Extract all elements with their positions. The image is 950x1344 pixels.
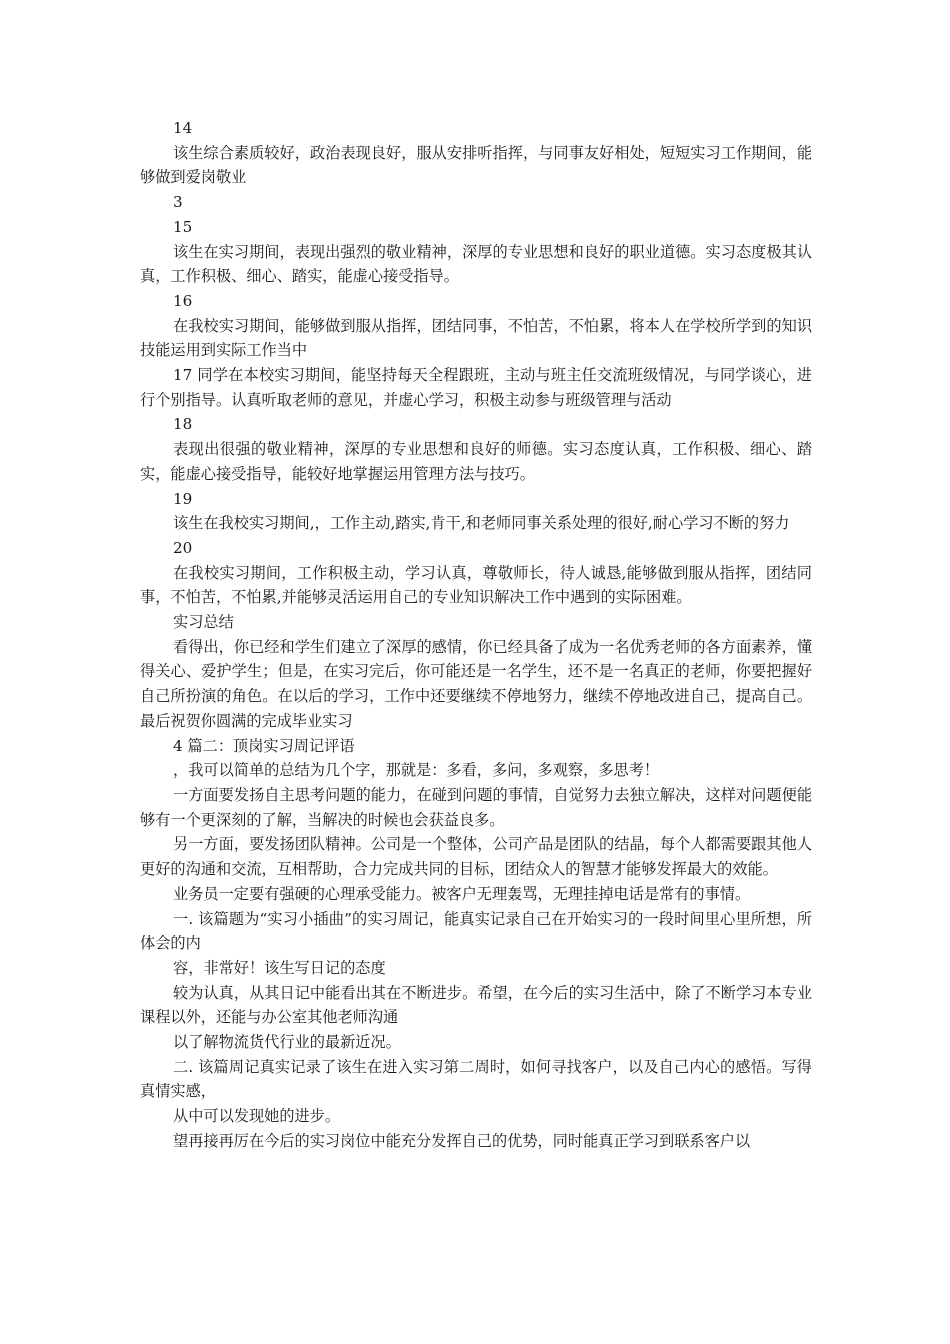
paragraph: 19 [173, 489, 193, 508]
document-body [140, 116, 812, 1154]
paragraph: 20 [173, 538, 193, 557]
paragraph: 在我校实习期间，能够做到服从指挥，团结同事，不怕苦，不怕累，将本人在学校所学到的知识技能运用到实际工作当中 [140, 316, 812, 360]
section-heading: 实习总结 [173, 613, 234, 632]
paragraph: 一. 该篇题为“实习小插曲”的实习周记，能真实记录自己在开始实习的一段时间里心里所想，所体会的内 [140, 909, 812, 953]
paragraph: 从中可以发现她的进步。 [173, 1107, 341, 1126]
paragraph: 业务员一定要有强硬的心理承受能力。被客户无理轰骂，无理挂掉电话是常有的事情。 [173, 884, 751, 903]
paragraph: 该生在实习期间，表现出强烈的敬业精神，深厚的专业思想和良好的职业道德。实习态度极其认真，工作积极、细心、踏实，能虚心接受指导。 [140, 242, 812, 286]
paragraph: ，我可以简单的总结为几个字，那就是：多看，多问，多观察，多思考！ [173, 761, 659, 780]
paragraph: 另一方面，要发扬团队精神。公司是一个整体，公司产品是团队的结晶，每个人都需要跟其他人更好的沟通和交流，互相帮助，合力完成共同的目标，团结众人的智慧才能够发挥最大的效能。 [140, 835, 812, 879]
section-heading: 4 篇二：顶岗实习周记评语 [173, 736, 355, 755]
paragraph: 二. 该篇周记真实记录了该生在进入实习第二周时，如何寻找客户，以及自己内心的感悟。写得真情实感， [140, 1057, 812, 1101]
paragraph: 该生综合素质较好，政治表现良好，服从安排听指挥，与同事友好相处，短短实习工作期间，能够做到爱岗敬业 [140, 143, 812, 187]
paragraph: 在我校实习期间，工作积极主动，学习认真，尊敬师长，待人诚恳,能够做到服从指挥，团结同事，不怕苦，不怕累,并能够灵活运用自己的专业知识解决工作中遇到的实际困难。 [140, 563, 812, 607]
paragraph: 15 [173, 217, 193, 236]
paragraph: 一方面要发扬自主思考问题的能力，在碰到问题的事情，自觉努力去独立解决，这样对问题便能够有一个更深刻的了解，当解决的时候也会获益良多。 [140, 785, 812, 829]
paragraph: 表现出很强的敬业精神，深厚的专业思想和良好的师德。实习态度认真，工作积极、细心、踏实，能虚心接受指导，能较好地掌握运用管理方法与技巧。 [140, 440, 812, 483]
paragraph: 3 [173, 193, 183, 212]
paragraph: 较为认真，从其日记中能看出其在不断进步。希望，在今后的实习生活中，除了不断学习本专业课程以外，还能与办公室其他老师沟通 [140, 983, 812, 1027]
paragraph: 看得出，你已经和学生们建立了深厚的感情，你已经具备了成为一名优秀老师的各方面素养，懂得关心、爱护学生；但是，在实习完后，你可能还是一名学生，还不是一名真正的老师，你要把握好自己所扮演的角色。在以后的学习，工作中还要继续不停地努力，继续不停地改进自己，提高自己。最后祝贺你圆满的完成毕业实习 [140, 637, 812, 730]
paragraph: 以了解物流货代行业的最新近况。 [173, 1033, 401, 1052]
paragraph: 该生在我校实习期间,，工作主动,踏实,肯干,和老师同事关系处理的很好,耐心学习不断的努力 [173, 514, 790, 533]
paragraph: 17 同学在本校实习期间，能坚持每天全程跟班，主动与班主任交流班级情况，与同学谈心，进行个别指导。认真听取老师的意见，并虚心学习，积极主动参与班级管理与活动 [140, 366, 812, 409]
paragraph: 14 [173, 119, 193, 137]
paragraph: 容，非常好！该生写日记的态度 [173, 958, 386, 977]
paragraph: 望再接再厉在今后的实习岗位中能充分发挥自己的优势，同时能真正学习到联系客户以 [173, 1131, 751, 1150]
paragraph: 18 [173, 415, 193, 434]
paragraph: 16 [173, 291, 193, 310]
